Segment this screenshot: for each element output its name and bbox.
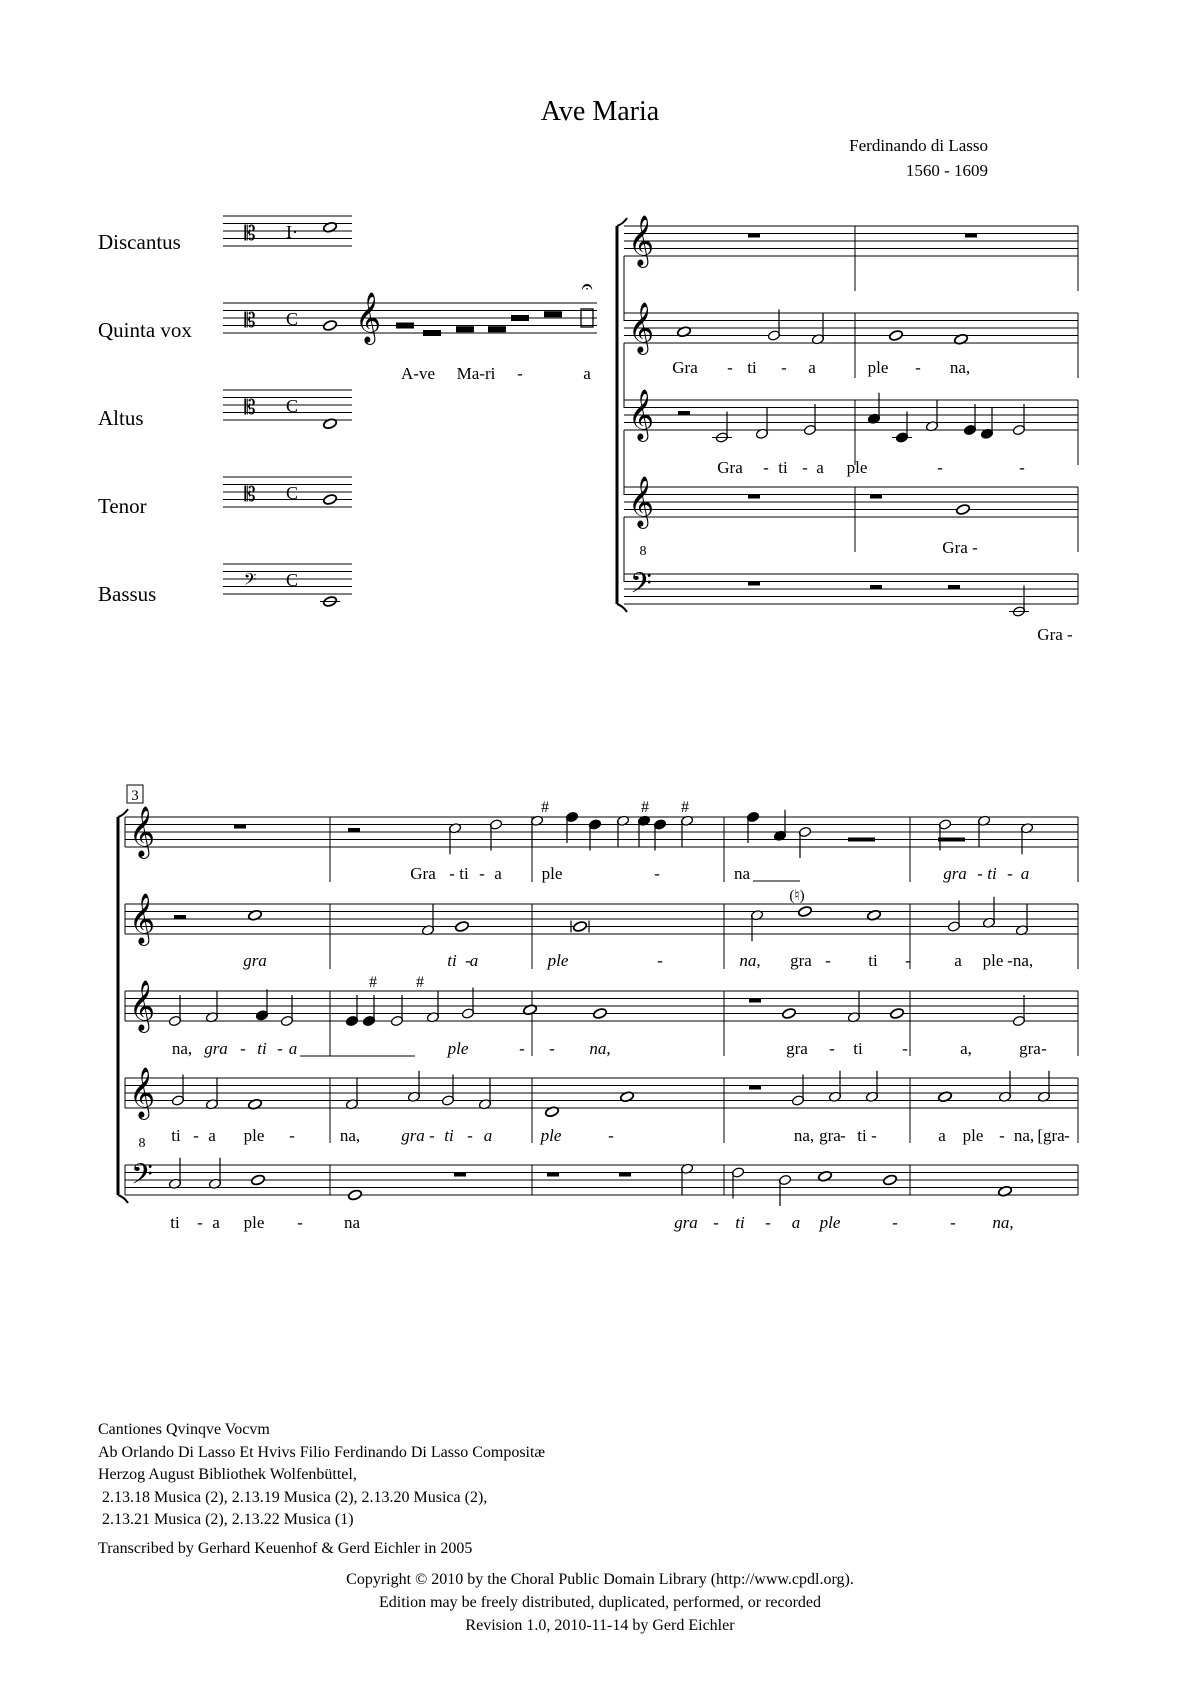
- sharp-icon: #: [416, 974, 424, 991]
- voice-label-altus: Altus: [98, 406, 144, 430]
- lyric-tenor: gra: [401, 1126, 425, 1145]
- lyric-altus: -: [937, 458, 943, 477]
- lyric-bassus: Gra -: [1037, 625, 1073, 644]
- ligature-note: [544, 311, 562, 317]
- treble-clef-icon: 𝄞: [129, 981, 156, 1030]
- lyric-tenor: -: [608, 1126, 614, 1145]
- lyric-quinta: na,: [1012, 951, 1034, 970]
- sharp-icon: #: [369, 974, 377, 991]
- lyric-tenor: ti: [444, 1126, 454, 1145]
- lyric-altus: -: [902, 1039, 908, 1058]
- old-clef-icon: 𝄢: [243, 571, 257, 593]
- incipit-lyric: Ma-ri: [456, 364, 496, 383]
- lyric-discantus: a: [1020, 864, 1030, 883]
- mensuration-sign: C: [285, 483, 299, 503]
- half-rest: [348, 828, 360, 832]
- bracket-hook: [118, 1195, 128, 1203]
- ligature-note: [396, 323, 414, 329]
- lyric-altus: -: [802, 458, 808, 477]
- sharp-icon: #: [541, 799, 549, 816]
- lyric-altus: gra: [1019, 1039, 1041, 1058]
- ligature-note: [511, 315, 529, 321]
- treble-clef-icon: 𝄞: [628, 477, 655, 526]
- source-line: Herzog August Bibliothek Wolfenbüttel,: [98, 1466, 357, 1483]
- note: [890, 1008, 905, 1020]
- treble-clef-icon: 𝄞: [129, 1068, 156, 1117]
- whole-rest: [748, 495, 760, 499]
- lyric-tenor: a: [938, 1126, 946, 1145]
- note: [956, 504, 971, 516]
- whole-rest: [749, 1086, 761, 1090]
- lyric-bassus: na,: [992, 1213, 1014, 1232]
- note: [251, 1174, 266, 1186]
- lyric-tenor: -: [1064, 1126, 1070, 1145]
- sharp-icon: #: [681, 799, 689, 816]
- lyric-quinta: -: [657, 951, 663, 970]
- octave-clef-mark: 8: [138, 1136, 146, 1151]
- lyric-tenor: na,: [339, 1126, 361, 1145]
- whole-rest: [748, 582, 760, 586]
- lyric-quinta: -: [1007, 951, 1013, 970]
- lyric-altus: ti: [778, 458, 788, 477]
- old-clef-icon: 𝄡: [244, 484, 256, 506]
- source-line: 2.13.21 Musica (2), 2.13.22 Musica (1): [98, 1511, 354, 1528]
- lyric-altus: -: [549, 1039, 555, 1058]
- old-clef-icon: 𝄡: [244, 310, 256, 332]
- lyric-bassus: ple: [819, 1213, 841, 1232]
- half-rest: [174, 915, 186, 919]
- whole-rest: [454, 1173, 466, 1177]
- lyric-discantus: ti: [459, 864, 469, 883]
- lyric-tenor: -: [193, 1126, 199, 1145]
- mensuration-sign: C: [285, 396, 299, 416]
- half-rest: [948, 585, 960, 589]
- lyric-bassus: -: [950, 1213, 956, 1232]
- lyric-altus: -: [519, 1039, 525, 1058]
- lyric-discantus: -: [977, 864, 983, 883]
- lyric-discantus: na: [733, 864, 751, 883]
- mensuration-sign: I·: [286, 222, 298, 242]
- lyric-altus: a,: [960, 1039, 972, 1058]
- copyright-line: Copyright © 2010 by the Choral Public Domain Library (http://www.cpdl.org).: [346, 1571, 854, 1588]
- lyric-tenor: ple: [540, 1126, 562, 1145]
- revision-line: Revision 1.0, 2010-11-14 by Gerd Eichler: [465, 1617, 735, 1634]
- lyric-discantus: gra: [943, 864, 967, 883]
- lyric-quinta: ti: [447, 951, 457, 970]
- lyric-altus: Gra: [717, 458, 743, 477]
- lyric-quinta: -: [727, 358, 733, 377]
- lyric-altus: -: [1019, 458, 1025, 477]
- mensuration-sign: C: [285, 309, 299, 329]
- lyric-bassus: -: [297, 1213, 303, 1232]
- lyric-quinta: ple: [547, 951, 569, 970]
- lyric-bassus: ple: [243, 1213, 265, 1232]
- whole-rest: [749, 999, 761, 1003]
- lyric-altus: na,: [589, 1039, 611, 1058]
- incipit-note: [323, 320, 338, 332]
- source-line: Ab Orlando Di Lasso Et Hvivs Filio Ferdinando Di Lasso Compositæ: [98, 1443, 546, 1461]
- lyric-altus: ti: [257, 1039, 267, 1058]
- lyric-quinta: ple: [982, 951, 1004, 970]
- lyric-altus: ple: [846, 458, 868, 477]
- lyric-quinta: ple: [867, 358, 889, 377]
- lyric-quinta: a: [469, 951, 479, 970]
- lyric-tenor: -: [840, 1126, 846, 1145]
- incipit-lyric: -: [517, 364, 523, 383]
- note: [883, 1174, 898, 1186]
- note: [348, 1189, 363, 1201]
- copyright-notice: [0, 1568, 1200, 1637]
- lyric-bassus: -: [765, 1213, 771, 1232]
- lyric-tenor: -: [871, 1126, 877, 1145]
- lyric-altus: -: [240, 1039, 246, 1058]
- lyric-quinta: a: [954, 951, 962, 970]
- lyric-tenor: -: [467, 1126, 473, 1145]
- lyric-altus: -: [829, 1039, 835, 1058]
- lyric-altus: ple: [447, 1039, 469, 1058]
- lyric-quinta: gra: [243, 951, 267, 970]
- lyric-bassus: ti: [170, 1213, 180, 1232]
- bracket-hook: [617, 218, 627, 226]
- lyric-altus: ti: [853, 1039, 863, 1058]
- mensuration-sign: C: [285, 570, 299, 590]
- lyric-bassus: ti: [735, 1213, 745, 1232]
- whole-rest: [965, 234, 977, 238]
- note: [889, 330, 904, 342]
- lyric-quinta: Gra: [672, 358, 698, 377]
- ligature-note: [423, 330, 441, 336]
- lyric-bassus: -: [892, 1213, 898, 1232]
- lyric-discantus: Gra: [410, 864, 436, 883]
- lyric-tenor: Gra -: [942, 538, 978, 557]
- lyric-quinta: ti: [868, 951, 878, 970]
- lyric-quinta: na,: [739, 951, 761, 970]
- composer-dates: 1560 - 1609: [905, 161, 988, 180]
- bass-clef-icon: 𝄢: [131, 1160, 153, 1197]
- old-clef-icon: 𝄡: [244, 223, 256, 245]
- lyric-tenor: -: [999, 1126, 1005, 1145]
- lyric-discantus: a: [494, 864, 502, 883]
- lyric-tenor: -: [289, 1126, 295, 1145]
- lyric-tenor: ti: [857, 1126, 867, 1145]
- fermata-icon: 𝄐: [581, 276, 593, 298]
- lyric-tenor: na,: [793, 1126, 815, 1145]
- octave-clef-mark: 8: [639, 544, 647, 559]
- ligature-note: [488, 326, 506, 332]
- lyric-tenor: a: [208, 1126, 216, 1145]
- lyric-quinta: na,: [949, 358, 971, 377]
- treble-clef-icon: 𝄞: [129, 894, 156, 943]
- treble-clef-icon: 𝄞: [628, 390, 655, 439]
- source-info: [98, 1419, 545, 1560]
- lyric-bassus: a: [212, 1213, 220, 1232]
- incipit-note: [323, 494, 338, 506]
- composer-name: Ferdinando di Lasso: [849, 136, 988, 155]
- whole-rest: [619, 1173, 631, 1177]
- lyric-bassus: -: [197, 1213, 203, 1232]
- lyric-discantus: -: [449, 864, 455, 883]
- half-rest: [678, 411, 690, 415]
- lyric-discantus: -: [654, 864, 660, 883]
- lyric-bassus: a: [791, 1213, 801, 1232]
- lyric-quinta: a: [808, 358, 816, 377]
- note: [782, 1008, 797, 1020]
- lyric-quinta: -: [825, 951, 831, 970]
- lyric-altus: -: [1041, 1039, 1047, 1058]
- source-line: Cantiones Qvinqve Vocvm: [98, 1421, 270, 1438]
- distribution-line: Edition may be freely distributed, duplicated, performed, or recorded: [378, 1594, 822, 1611]
- bracket-hook: [118, 809, 128, 817]
- incipit-lyric: A-ve: [401, 364, 435, 383]
- old-clef-icon: 𝄡: [244, 397, 256, 419]
- treble-clef-icon: 𝄞: [129, 807, 156, 856]
- lyric-discantus: ti: [987, 864, 997, 883]
- whole-rest: [870, 495, 882, 499]
- lyric-quinta: -: [781, 358, 787, 377]
- lyric-altus: a: [288, 1039, 298, 1058]
- lyric-tenor: [gra: [1037, 1126, 1065, 1145]
- treble-clef-icon: 𝄞: [628, 216, 655, 265]
- voice-label-discantus: Discantus: [98, 230, 181, 254]
- lyric-discantus: -: [1007, 864, 1013, 883]
- lyric-discantus: -: [479, 864, 485, 883]
- lyric-quinta: gra: [790, 951, 812, 970]
- voice-label-quinta-vox: Quinta vox: [98, 318, 192, 342]
- note: [798, 906, 813, 918]
- lyric-altus: gra: [204, 1039, 228, 1058]
- bass-clef-icon: 𝄢: [630, 569, 652, 606]
- lyric-tenor: na,: [1013, 1126, 1035, 1145]
- note: [593, 1008, 608, 1020]
- note: [455, 921, 470, 933]
- lyric-tenor: ple: [962, 1126, 984, 1145]
- lyric-bassus: -: [713, 1213, 719, 1232]
- whole-rest: [234, 825, 246, 829]
- transcription-credit: Transcribed by Gerhard Keuenhof & Gerd Eichler in 2005: [98, 1539, 473, 1557]
- lyric-tenor: ti: [171, 1126, 181, 1145]
- lyric-bassus: gra: [674, 1213, 698, 1232]
- lyric-altus: na,: [171, 1039, 193, 1058]
- bracket-hook: [617, 604, 627, 612]
- lyric-altus: -: [277, 1039, 283, 1058]
- treble-clef-icon: 𝄞: [628, 303, 655, 352]
- ligature-note: [456, 326, 474, 332]
- whole-rest: [547, 1173, 559, 1177]
- lyric-discantus: ple: [541, 864, 563, 883]
- lyric-tenor: ple: [243, 1126, 265, 1145]
- lyric-quinta: -: [915, 358, 921, 377]
- source-line: 2.13.18 Musica (2), 2.13.19 Musica (2), 2.13.20 Musica (2),: [98, 1488, 488, 1506]
- lyric-tenor: a: [483, 1126, 493, 1145]
- editorial-accidental: (♮): [789, 888, 805, 904]
- lyric-quinta: -: [905, 951, 911, 970]
- note: [573, 921, 588, 933]
- lyric-altus: a: [816, 458, 824, 477]
- lyric-bassus: na: [343, 1213, 361, 1232]
- treble-clef-icon: 𝄞: [355, 293, 382, 342]
- lyric-altus: -: [763, 458, 769, 477]
- half-rest: [870, 585, 882, 589]
- whole-rest: [748, 234, 760, 238]
- lyric-tenor: gra: [819, 1126, 841, 1145]
- page-title: Ave Maria: [540, 96, 660, 127]
- lyric-quinta: ti: [747, 358, 757, 377]
- voice-label-bassus: Bassus: [98, 582, 157, 606]
- lyric-quinta: -: [465, 951, 471, 970]
- incipit-lyric: a: [583, 364, 591, 383]
- lyric-tenor: -: [429, 1126, 435, 1145]
- sharp-icon: #: [641, 799, 649, 816]
- lyric-altus: gra: [786, 1039, 808, 1058]
- voice-label-tenor: Tenor: [98, 494, 147, 518]
- measure-number: 3: [131, 788, 139, 804]
